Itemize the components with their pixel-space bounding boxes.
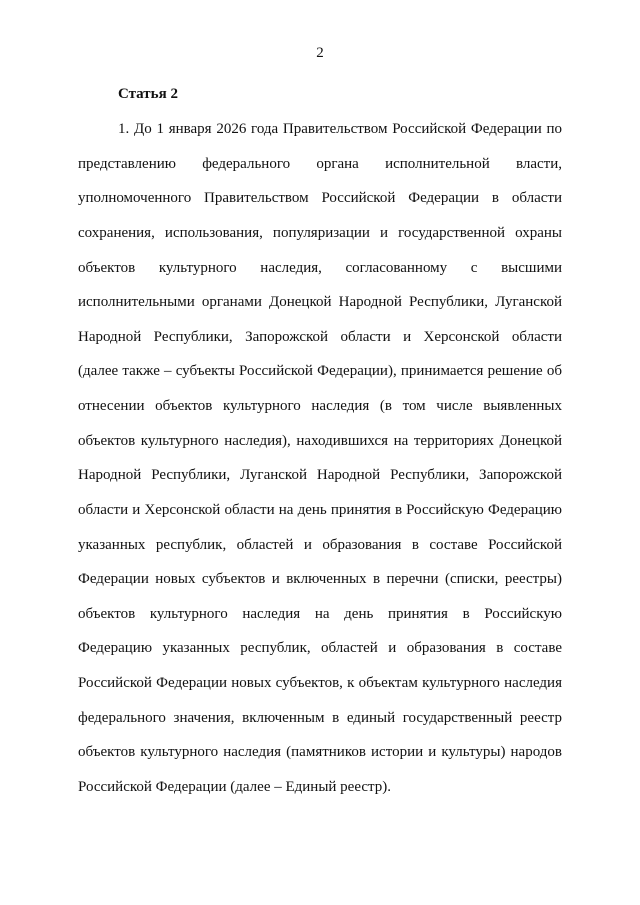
page-number: 2 xyxy=(316,45,324,61)
paragraph-line: области и Херсонской области на день принятия в Российскую Федерацию xyxy=(78,502,562,518)
paragraph-line: исполнительными органами Донецкой Народной Республики, Луганской xyxy=(78,294,562,310)
paragraph-line: объектов культурного наследия (памятников истории и культуры) народов xyxy=(78,744,562,760)
paragraph-line: Федерацию указанных республик, областей и образования в составе xyxy=(78,640,562,656)
paragraph-line: объектов культурного наследия на день принятия в Российскую xyxy=(78,606,562,622)
paragraph-line: Российской Федерации (далее – Единый реестр). xyxy=(78,779,392,795)
article-heading: Статья 2 xyxy=(118,86,178,102)
paragraph-line: Народной Республики, Запорожской области и Херсонской области xyxy=(78,329,562,345)
paragraph-line: 1. До 1 января 2026 года Правительством Российской Федерации по xyxy=(118,121,562,137)
paragraph-line: уполномоченного Правительством Российской Федерации в области xyxy=(78,190,562,206)
paragraph-line: сохранения, использования, популяризации и государственной охраны xyxy=(78,225,562,241)
paragraph-line: федерального значения, включенным в единый государственный реестр xyxy=(78,710,562,726)
paragraph-line: Федерации новых субъектов и включенных в перечни (списки, реестры) xyxy=(78,571,562,587)
paragraph-line: Народной Республики, Луганской Народной Республики, Запорожской xyxy=(78,467,562,483)
paragraph-line: представлению федерального органа исполнительной власти, xyxy=(78,156,562,172)
paragraph-line: Российской Федерации новых субъектов, к объектам культурного наследия xyxy=(78,675,562,691)
paragraph-line: объектов культурного наследия), находившихся на территориях Донецкой xyxy=(78,433,562,449)
paragraph-line: указанных республик, областей и образования в составе Российской xyxy=(78,537,562,553)
paragraph-line: отнесении объектов культурного наследия (в том числе выявленных xyxy=(78,398,562,414)
paragraph-line: объектов культурного наследия, согласованному с высшими xyxy=(78,260,562,276)
paragraph-line: (далее также – субъекты Российской Федерации), принимается решение об xyxy=(78,363,562,379)
